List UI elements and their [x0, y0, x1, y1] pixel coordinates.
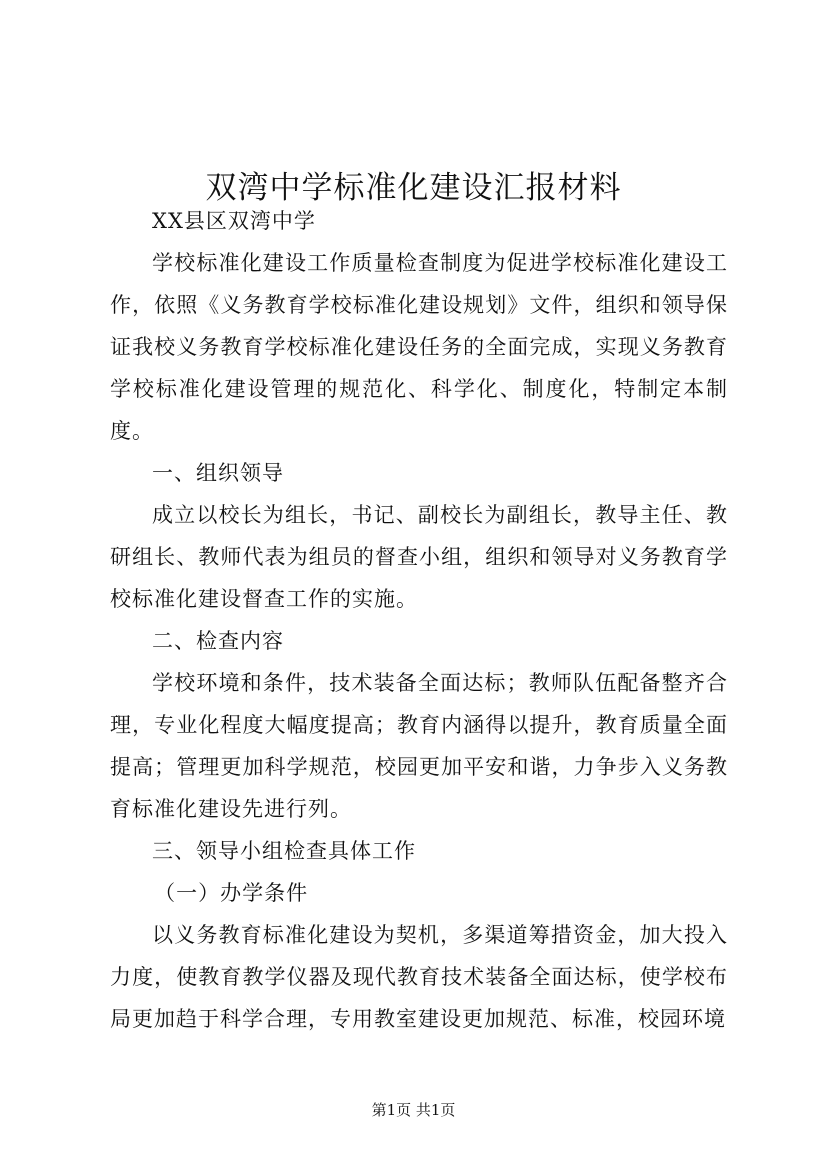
conditions-paragraph: 以义务教育标准化建设为契机，多渠道筹措资金，加大投入力度，使教育教学仪器及现代教育技术装备全面达标，使学校布局更加趋于科学合理，专用教室建设更加规范、标准，校园环境 [110, 923, 728, 1031]
section-heading-leadership-work: 三、领导小组检查具体工作 [152, 839, 416, 863]
page-number-footer: 第1页 共1页 [371, 1101, 456, 1119]
school-name-line: XX县区双湾中学 [152, 209, 316, 233]
organization-paragraph: 成立以校长为组长，书记、副校长为副组长，教导主任、教研组长、教师代表为组员的督查小组，组织和领导对义务教育学校标准化建设督查工作的实施。 [110, 503, 728, 611]
section-heading-organization: 一、组织领导 [152, 461, 284, 485]
section-heading-inspection-content: 二、检查内容 [152, 629, 284, 653]
intro-paragraph: 学校标准化建设工作质量检查制度为促进学校标准化建设工作，依照《义务教育学校标准化建设规划》文件，组织和领导保证我校义务教育学校标准化建设任务的全面完成，实现义务教育学校标准化建设管理的规范化、科学化、制度化，特制定本制度。 [110, 251, 728, 443]
document-body [110, 200, 728, 1040]
inspection-content-paragraph: 学校环境和条件，技术装备全面达标；教师队伍配备整齐合理，专业化程度大幅度提高；教育内涵得以提升，教育质量全面提高；管理更加科学规范，校园更加平安和谐，力争步入义务教育标准化建设先进行列。 [110, 671, 728, 821]
subsection-heading-conditions: （一）办学条件 [154, 881, 309, 905]
document-title: 双湾中学标准化建设汇报材料 [205, 169, 622, 206]
